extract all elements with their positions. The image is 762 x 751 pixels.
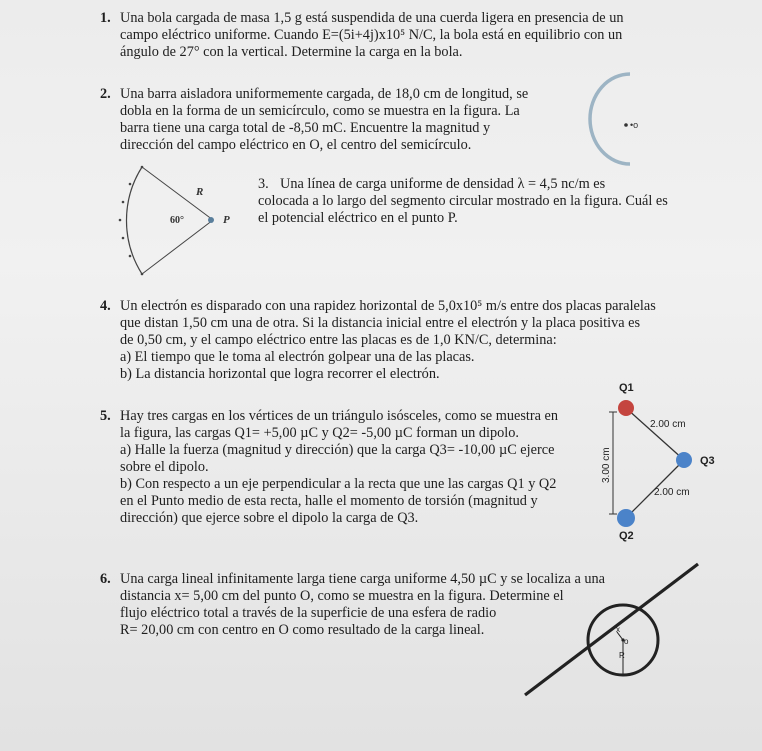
problem-line: barra tiene una carga total de -8,50 mC. Encuentre la magnitud y (120, 120, 491, 136)
problem-line: R= 20,00 cm con centro en O como resultado de la carga lineal. (120, 622, 485, 638)
problem-line: campo eléctrico uniforme. Cuando E=(5i+4j)x10⁵ N/C, la bola está en equilibrio con un (120, 27, 623, 43)
problem-line: dirección del campo eléctrico en O, el centro del semicírculo. (120, 137, 472, 153)
problem-line: a) Halle la fuerza (magnitud y dirección) que la carga Q3= -10,00 µC ejerce (120, 442, 555, 458)
problem-line: dirección) que ejerce sobre el dipolo la carga de Q3. (120, 510, 419, 526)
label-q3: Q3 (700, 455, 715, 467)
problem-line: la figura, las cargas Q1= +5,00 µC y Q2= -5,00 µC forman un dipolo. (120, 425, 519, 441)
problem-line: b) Con respecto a un eje perpendicular a la recta que une las cargas Q1 y Q2 (120, 476, 557, 492)
problem-line: en el Punto medio de esta recta, halle el momento de torsión (magnitud y (120, 493, 538, 509)
problem-text-cont (258, 193, 668, 227)
point-p-label: P (223, 214, 230, 226)
problem-line: Una carga lineal infinitamente larga tiene carga uniforme 4,50 µC y se localiza a una (120, 571, 606, 587)
problem-line: Hay tres cargas en los vértices de un triángulo isósceles, como se muestra en (120, 408, 559, 424)
problem-line: Una bola cargada de masa 1,5 g está suspendida de una cuerda ligera en presencia de un (120, 10, 624, 26)
problem-line: Una línea de carga uniforme de densidad λ = 4,5 nc/m es (280, 176, 606, 192)
r-label: R (619, 651, 625, 660)
arc-charge-dots (119, 166, 144, 276)
problem-line: distancia x= 5,00 cm del punto O, como se muestra en la figura. Determine el (120, 588, 564, 604)
center-label: •o (630, 120, 639, 130)
problem-number: 1. (100, 10, 111, 26)
point-p-dot (208, 217, 214, 223)
problem-line: sobre el dipolo. (120, 459, 209, 475)
problem-line: a) El tiempo que le toma al electrón golpear una de las placas. (120, 349, 475, 365)
label-side-bottom: 2.00 cm (654, 487, 690, 498)
problem-line: Una barra aisladora uniformemente cargada, de 18,0 cm de longitud, se (120, 86, 529, 102)
problem-line: ángulo de 27° con la vertical. Determine la carga en la bola. (120, 44, 463, 60)
charge-q1 (618, 400, 634, 416)
problem-number: 2. (100, 86, 111, 102)
problem-line: flujo eléctrico total a través de la superficie de una esfera de radio (120, 605, 497, 621)
problem-line: b) La distancia horizontal que logra recorrer el electrón. (120, 366, 440, 382)
label-q1: Q1 (619, 382, 634, 394)
side-q1-q3 (626, 408, 684, 460)
problem-number: 3. (258, 176, 269, 192)
arc-figure (108, 160, 258, 290)
sphere-figure (520, 560, 720, 705)
problem-line: dobla en la forma de un semicírculo, como se muestra en la figura. La (120, 103, 520, 119)
o-label: o (624, 637, 629, 646)
problem-line: que distan 1,50 cm una de otra. Si la distancia inicial entre el electrón y la placa positiva es (120, 315, 641, 331)
angle-label: 60° (170, 215, 184, 226)
problem-line: el potencial eléctrico en el punto P. (258, 210, 458, 226)
label-q2: Q2 (619, 530, 634, 542)
radius-line-bottom (142, 220, 213, 274)
problem-text (120, 408, 558, 527)
triangle-figure (596, 378, 736, 544)
radius-label: R (196, 186, 204, 198)
x-label: x (616, 625, 620, 634)
semicircle-rod (590, 74, 630, 164)
label-base: 3.00 cm (601, 447, 612, 483)
problem-text (120, 298, 656, 383)
problem-text (280, 176, 605, 193)
problem-number: 4. (100, 298, 111, 314)
problem-text (120, 86, 528, 154)
line-charge (525, 564, 698, 695)
charge-q2 (617, 509, 635, 527)
charge-q3 (676, 452, 692, 468)
problem-number: 6. (100, 571, 111, 587)
label-side-top: 2.00 cm (650, 419, 686, 430)
problem-text (120, 10, 624, 61)
problem-line: Un electrón es disparado con una rapidez horizontal de 5,0x10⁵ m/s entre dos placas paralelas (120, 298, 656, 314)
semicircle-figure (590, 68, 670, 168)
problem-number: 5. (100, 408, 111, 424)
problem-line: colocada a lo largo del segmento circular mostrado en la figura. Cuál es (258, 193, 668, 209)
problem-line: de 0,50 cm, y el campo eléctrico entre las placas es de 1,0 KN/C, determina: (120, 332, 557, 348)
center-dot (624, 123, 628, 127)
charged-arc (126, 167, 142, 274)
